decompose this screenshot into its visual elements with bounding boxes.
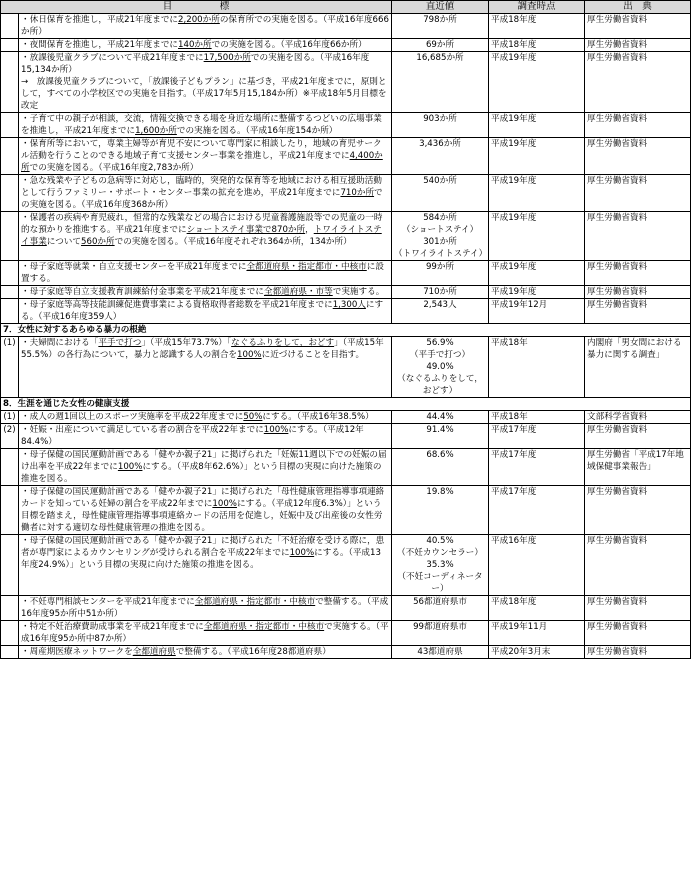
- survey-time-cell: 平成19年度: [489, 212, 585, 261]
- cell-line: （平手で打つ）: [409, 350, 471, 360]
- survey-time-cell: 平成19年度: [489, 175, 585, 212]
- table-row: [1, 212, 691, 261]
- latest-value-cell: [392, 212, 489, 261]
- target-text: ・母子保健の国民運動計画である「健やか親子21」に掲げられた「不妊治療を受ける際に，患者が専門家によるカウンセリングが受けられる割合を平成22年までに: [21, 536, 385, 558]
- item-number: [1, 486, 19, 535]
- survey-time-cell: 平成19年度: [489, 113, 585, 138]
- item-number: [1, 646, 19, 659]
- header-row: [1, 1, 691, 14]
- survey-time-cell: 平成17年度: [489, 424, 585, 449]
- table-row: [1, 52, 691, 113]
- target-text: での実施を図る。（平成16年度368か所）: [21, 188, 383, 210]
- table-row: [1, 286, 691, 299]
- cell-line: 56.9%: [426, 338, 454, 348]
- cell-line: （不妊カウンセラー）: [397, 548, 483, 558]
- table-row: [1, 535, 691, 596]
- target-value-underlined: 全都道府県・市等: [263, 287, 333, 297]
- target-value-underlined: 4,400か所: [21, 151, 383, 173]
- target-text: での実施を図る。（平成16年度15,134か所）: [21, 53, 370, 75]
- item-number: [1, 14, 19, 39]
- target-text: ・母子家庭等高等技能訓練促進費事業による資格取得者総数を平成21年度までに: [21, 300, 333, 310]
- survey-time-cell: 平成18年: [489, 337, 585, 398]
- target-text: で実施する。（平成16年度95か所中87か所）: [21, 622, 389, 644]
- survey-time-cell: 平成18年度: [489, 596, 585, 621]
- target-text: ・急な残業や子どもの急病等に対応し，臨時的，突発的な保育等を地域における相互援助活動として行うファミリー・サポート・センター事業の拡充を進め，平成21年度までに: [21, 176, 382, 198]
- cell-line: 99都道府県市: [413, 622, 467, 632]
- target-text: で整備する。（平成16年度95か所中51か所）: [21, 597, 389, 619]
- latest-value-cell: [392, 596, 489, 621]
- cell-line: 3,436か所: [419, 139, 461, 149]
- item-number: [1, 138, 19, 175]
- survey-time-cell: 平成19年度: [489, 52, 585, 113]
- target-cell: [19, 138, 392, 175]
- target-value-underlined: 140か所: [178, 40, 212, 50]
- latest-value-cell: [392, 299, 489, 324]
- target-text: での実施を図る。（平成16年度それぞれ364か所，134か所）: [114, 237, 352, 247]
- cell-line: （トワイライトステイ）: [394, 249, 488, 259]
- target-value-underlined: トワイライトステイ事業: [21, 225, 382, 247]
- target-text: ・母子家庭等就業・自立支援センターを平成21年度までに: [21, 262, 247, 272]
- table-row: [1, 261, 691, 286]
- cell-line: 91.4%: [426, 425, 454, 435]
- item-number: [1, 535, 19, 596]
- target-text: → 放課後児童クラブについて，「放課後子どもプラン」に基づき，平成21年度までに，原則として，すべての小学校区での実施を目指す。（平成17年5月15,184か所）※平成18年5月目標を改定: [21, 77, 387, 111]
- target-text: での実施を図る。（平成16年度66か所）: [211, 40, 367, 50]
- target-cell: [19, 646, 392, 659]
- target-text: にする。（平成12年度6.3%）」という目標を踏まえ，母性健康管理指導事項連絡カードの活用を促進し，妊娠中及び出産後の女性労働者に対する適切な母性健康管理の推進を図る。: [21, 499, 383, 533]
- target-cell: [19, 337, 392, 398]
- latest-value-cell: [392, 138, 489, 175]
- survey-time-cell: 平成18年度: [489, 14, 585, 39]
- survey-time-cell: 平成19年度: [489, 138, 585, 175]
- survey-time-cell: 平成20年3月末: [489, 646, 585, 659]
- target-cell: [19, 486, 392, 535]
- cell-line: （ショートステイ）: [401, 225, 479, 235]
- cell-line: 35.3%: [426, 560, 454, 570]
- target-text: ・夫婦間における「: [21, 338, 99, 348]
- table-row: [1, 175, 691, 212]
- target-text: ・保護者の疾病や育児疲れ，恒常的な残業などの場合における児童養護施設等での児童の一時的な預かりを推進する。平成21年度までに: [21, 213, 383, 235]
- survey-time-cell: 平成19年11月: [489, 621, 585, 646]
- target-text: 」（平成15年73.7%）「: [141, 338, 232, 348]
- target-text: にする。（平成16年38.5%）: [262, 412, 374, 422]
- cell-line: 99か所: [425, 262, 455, 272]
- target-text: 」（平成15年55.5%）の各行為について，暴力と認識する人の割合を: [21, 338, 384, 360]
- target-text: で実施する。: [332, 287, 385, 297]
- cell-line: 540か所: [423, 176, 457, 186]
- table-row: [1, 621, 691, 646]
- latest-value-cell: [392, 14, 489, 39]
- source-cell: 厚生労働省資料: [585, 596, 691, 621]
- survey-time-cell: 平成18年度: [489, 39, 585, 52]
- target-value-underlined: 平手で打つ: [98, 338, 142, 348]
- target-cell: [19, 424, 392, 449]
- source-cell: 厚生労働省資料: [585, 113, 691, 138]
- target-text: ・妊娠・出産について満足している者の割合を平成22年までに: [21, 425, 264, 435]
- target-cell: [19, 14, 392, 39]
- target-cell: [19, 113, 392, 138]
- target-text: にする。（平成12年84.4%）: [21, 425, 364, 447]
- target-text: ・母子保健の国民運動計画である「健やか親子21」に掲げられた「母性健康管理指導事項連絡カードを知っている妊婦の割合を平成22年までに: [21, 487, 385, 509]
- table-row: [1, 299, 691, 324]
- cell-line: 43都道府県: [417, 647, 463, 657]
- target-text: に設置する。: [21, 262, 384, 284]
- table-row: [1, 424, 691, 449]
- target-text: ・放課後児童クラブについて平成21年度までに: [21, 53, 204, 63]
- latest-value-cell: [392, 535, 489, 596]
- survey-time-cell: 平成18年: [489, 411, 585, 424]
- target-value-underlined: 全都道府県・指定都市・中核市: [194, 597, 316, 607]
- latest-value-cell: [392, 39, 489, 52]
- target-text: ・子育て中の親子が相談，交流，情報交換できる場を身近な場所に整備するつどいの広場事業を推進し，平成21年度までに: [21, 114, 382, 136]
- source-cell: 厚生労働省資料: [585, 138, 691, 175]
- target-value-underlined: 全都道府県: [132, 647, 176, 657]
- latest-value-cell: [392, 424, 489, 449]
- cell-line: 69か所: [425, 40, 455, 50]
- survey-time-cell: 平成16年度: [489, 535, 585, 596]
- item-number: [1, 175, 19, 212]
- target-text: ・休日保育を推進し，平成21年度までに: [21, 15, 179, 25]
- item-number: [1, 52, 19, 113]
- target-text: ・保育所等において，専業主婦等が育児不安について専門家に相談したり，地域の育児サークル活動を行うことのできる地域子育て支援センター事業を推進し，平成21年度までに: [21, 139, 382, 161]
- target-cell: [19, 411, 392, 424]
- target-cell: [19, 261, 392, 286]
- target-text: ・母子保健の国民運動計画である「健やか親子21」に掲げられた「妊娠11週以下での妊娠の届け出率を平成22年までに: [21, 450, 387, 472]
- target-text: ，: [305, 225, 314, 235]
- table-row: [1, 39, 691, 52]
- cell-line: 798か所: [423, 15, 457, 25]
- target-value-underlined: 100%: [212, 499, 237, 509]
- latest-value-cell: [392, 646, 489, 659]
- cell-line: （不妊コーディネーター）: [397, 572, 483, 594]
- target-text: での実施を図る。（平成16年度154か所）: [176, 126, 338, 136]
- target-text: にする。（平成13年度24.9%）」という目標の実現に向けた施策の推進を図る。: [21, 548, 381, 570]
- source-cell: 厚生労働省資料: [585, 39, 691, 52]
- cell-line: 301か所: [423, 237, 457, 247]
- target-cell: [19, 299, 392, 324]
- section-heading: 7．女性に対するあらゆる暴力の根絶: [1, 324, 691, 337]
- header-source: 出 典: [585, 1, 691, 14]
- table-row: [1, 337, 691, 398]
- target-value-underlined: 100%: [117, 462, 143, 472]
- target-cell: [19, 52, 392, 113]
- target-text: にする。（平成16年度359人）: [21, 300, 384, 322]
- survey-time-cell: 平成17年度: [489, 486, 585, 535]
- target-text: ・不妊専門相談センターを平成21年度までに: [21, 597, 195, 607]
- table-row: [1, 596, 691, 621]
- target-text: ・母子家庭等自立支援教育訓練給付金事業を平成21年度までに: [21, 287, 264, 297]
- table-row: [1, 14, 691, 39]
- target-value-underlined: 100%: [237, 350, 262, 360]
- latest-value-cell: [392, 486, 489, 535]
- target-text: での実施を図る。（平成16年度2,783か所）: [29, 163, 199, 173]
- table-row: [1, 646, 691, 659]
- item-number: [1, 596, 19, 621]
- cell-line: 584か所: [423, 213, 457, 223]
- target-value-underlined: 710か所: [340, 188, 375, 198]
- item-number: [1, 449, 19, 486]
- target-text: で整備する。（平成16年度28都道府県）: [175, 647, 331, 657]
- source-cell: 厚生労働省資料: [585, 621, 691, 646]
- target-text: ・夜間保育を推進し，平成21年度までに: [21, 40, 179, 50]
- item-number: [1, 286, 19, 299]
- survey-time-cell: 平成19年度: [489, 286, 585, 299]
- target-text: ・特定不妊治療費助成事業を平成21年度までに: [21, 622, 204, 632]
- source-cell: 厚生労働省資料: [585, 486, 691, 535]
- survey-time-cell: 平成19年12月: [489, 299, 585, 324]
- header-time: 調査時点: [489, 1, 585, 14]
- section-heading-row: [1, 324, 691, 337]
- target-cell: [19, 621, 392, 646]
- table-row: [1, 113, 691, 138]
- target-value-underlined: 2,200か所: [178, 15, 220, 25]
- cell-line: 16,685か所: [416, 53, 464, 63]
- latest-value-cell: [392, 621, 489, 646]
- item-number: [1, 299, 19, 324]
- cell-line: 710か所: [423, 287, 457, 297]
- section-heading-row: [1, 398, 691, 411]
- cell-line: （なぐるふりをして，おどす）: [397, 374, 483, 396]
- cell-line: 2,543人: [423, 300, 457, 310]
- table-row: [1, 411, 691, 424]
- section-heading: 8．生涯を通じた女性の健康支援: [1, 398, 691, 411]
- source-cell: 厚生労働省資料: [585, 52, 691, 113]
- target-cell: [19, 175, 392, 212]
- item-number: [1, 113, 19, 138]
- cell-line: 56都道府県市: [413, 597, 467, 607]
- table-row: [1, 138, 691, 175]
- latest-value-cell: [392, 52, 489, 113]
- source-cell: 厚生労働省資料: [585, 175, 691, 212]
- target-text: について: [46, 237, 82, 247]
- latest-value-cell: [392, 113, 489, 138]
- cell-line: 903か所: [423, 114, 457, 124]
- source-cell: 厚生労働省「平成17年地域保健事業報告」: [585, 449, 691, 486]
- target-value-underlined: 1,600か所: [135, 126, 177, 136]
- source-cell: 厚生労働省資料: [585, 261, 691, 286]
- latest-value-cell: [392, 337, 489, 398]
- item-number: (1): [1, 411, 19, 424]
- item-number: (1): [1, 337, 19, 398]
- target-text: に近づけることを目指す。: [261, 350, 365, 360]
- source-cell: 厚生労働省資料: [585, 535, 691, 596]
- target-text: の保育所での実施を図る。（平成16年度666か所）: [21, 15, 389, 37]
- target-value-underlined: ショートステイ事業で870か所: [186, 225, 306, 235]
- item-number: [1, 212, 19, 261]
- source-cell: 文部科学省資料: [585, 411, 691, 424]
- cell-line: 19.8%: [426, 487, 454, 497]
- target-value-underlined: 100%: [289, 548, 315, 558]
- header-target: 目 標: [1, 1, 392, 14]
- survey-time-cell: 平成17年度: [489, 449, 585, 486]
- source-cell: 厚生労働省資料: [585, 299, 691, 324]
- target-cell: [19, 286, 392, 299]
- source-cell: 厚生労働省資料: [585, 14, 691, 39]
- source-cell: 厚生労働省資料: [585, 424, 691, 449]
- target-value-underlined: 全都道府県・指定都市・中核市: [246, 262, 367, 272]
- item-number: (2): [1, 424, 19, 449]
- target-text: ・成人の週1回以上のスポーツ実施率を平成22年度までに: [21, 412, 244, 422]
- latest-value-cell: [392, 449, 489, 486]
- target-text: ・周産期医療ネットワークを: [21, 647, 133, 657]
- target-cell: [19, 596, 392, 621]
- target-value-underlined: 100%: [263, 425, 289, 435]
- target-value-underlined: なぐるふりをして，おどす: [231, 338, 335, 348]
- target-cell: [19, 449, 392, 486]
- item-number: [1, 39, 19, 52]
- latest-value-cell: [392, 286, 489, 299]
- latest-value-cell: [392, 175, 489, 212]
- table-row: [1, 486, 691, 535]
- target-value-underlined: 560か所: [81, 237, 115, 247]
- item-number: [1, 261, 19, 286]
- target-value-underlined: 17,500か所: [203, 53, 251, 63]
- target-value-underlined: 50%: [243, 412, 263, 422]
- target-text: にする。（平成8年62.6%）」という目標の実現に向けた施策の推進を図る。: [21, 462, 382, 484]
- source-cell: 内閣府「男女間における暴力に関する調査」: [585, 337, 691, 398]
- source-cell: 厚生労働省資料: [585, 212, 691, 261]
- source-cell: 厚生労働省資料: [585, 646, 691, 659]
- latest-value-cell: [392, 261, 489, 286]
- survey-time-cell: 平成19年度: [489, 261, 585, 286]
- source-cell: 厚生労働省資料: [585, 286, 691, 299]
- target-cell: [19, 535, 392, 596]
- header-value: 直近値: [392, 1, 489, 14]
- cell-line: 40.5%: [426, 536, 454, 546]
- target-cell: [19, 212, 392, 261]
- cell-line: 44.4%: [426, 412, 454, 422]
- item-number: [1, 621, 19, 646]
- cell-line: 49.0%: [426, 362, 454, 372]
- target-value-underlined: 1,300人: [332, 300, 366, 310]
- table-row: [1, 449, 691, 486]
- latest-value-cell: [392, 411, 489, 424]
- cell-line: 68.6%: [426, 450, 454, 460]
- target-value-underlined: 全都道府県・指定都市・中核市: [203, 622, 325, 632]
- target-cell: [19, 39, 392, 52]
